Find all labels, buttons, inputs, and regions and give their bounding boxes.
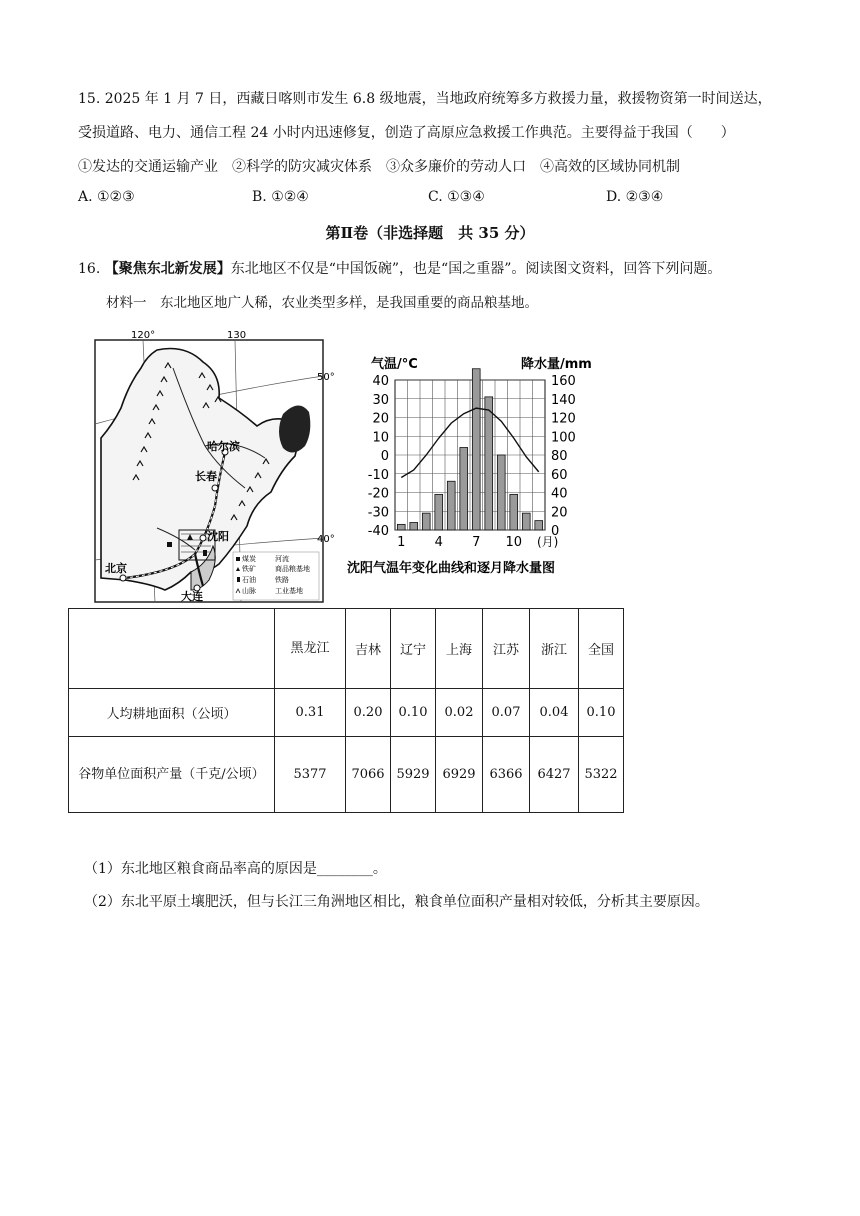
table-row	[69, 737, 624, 813]
legend-mountain: 山脉	[242, 587, 256, 595]
table-header-cell: 黑龙江	[275, 609, 346, 689]
q15-stem-line2: 受损道路、电力、通信工程 24 小时内迅速修复，创造了高原应急救援工作典范。主要得益于我国（ ）	[78, 125, 735, 141]
city-dalian: 大连	[181, 590, 203, 603]
temp-tick-label: 30	[372, 392, 389, 408]
x-tick-label: 1	[397, 535, 406, 550]
q15-option-a[interactable]: A. ①②③	[78, 189, 135, 205]
table-cell: 0.31	[275, 689, 346, 737]
lon-label-130: 130	[227, 330, 247, 341]
lat-label-50: 50°	[317, 372, 335, 383]
q16-sub1: （1）东北地区粮食商品率高的原因是________。	[84, 861, 387, 877]
lat-label-40: 40°	[317, 534, 335, 545]
city-shenyang: 沈阳	[207, 530, 229, 543]
city-harbin: 哈尔滨	[207, 440, 240, 453]
material-1: 材料一 东北地区地广人稀，农业类型多样，是我国重要的商品粮基地。	[106, 295, 538, 311]
table-cell: 0.07	[483, 689, 530, 737]
city-changchun: 长春	[195, 470, 217, 483]
table-cell: 6929	[436, 737, 483, 813]
precip-tick-label: 120	[551, 411, 576, 427]
table-header-cell: 浙江	[530, 609, 579, 689]
precip-tick-label: 0	[551, 524, 560, 539]
table-row	[69, 689, 624, 737]
temp-tick-label: 10	[372, 430, 389, 446]
legend-iron: 铁矿	[242, 565, 256, 573]
ylabel-right: 降水量/mm	[521, 357, 592, 372]
data-table	[68, 608, 624, 813]
table-cell: 5322	[579, 737, 624, 813]
temp-tick-label: -40	[367, 524, 389, 539]
climate-chart	[345, 340, 610, 580]
precip-bar	[522, 513, 530, 530]
table-header-cell: 吉林	[346, 609, 391, 689]
precip-bar	[472, 369, 480, 530]
x-tick-label: 7	[472, 535, 481, 550]
table-header-cell	[69, 609, 275, 689]
legend-railway: 铁路	[275, 576, 289, 584]
table-header-cell: 上海	[436, 609, 483, 689]
precip-tick-label: 60	[551, 467, 568, 483]
q16-number: 16.	[78, 261, 101, 277]
table-cell: 0.04	[530, 689, 579, 737]
table-cell: 0.02	[436, 689, 483, 737]
q15-stem-line1: 15. 2025 年 1 月 7 日，西藏日喀则市发生 6.8 级地震，当地政府统筹多方救援力量，救援物资第一时间送达，	[78, 91, 772, 107]
precip-bar	[535, 521, 543, 530]
precip-tick-label: 100	[551, 430, 576, 446]
table-header-cell: 辽宁	[391, 609, 436, 689]
legend-grain-base: 商品粮基地	[275, 565, 310, 573]
legend-oil: 石油	[242, 576, 256, 584]
temp-tick-label: -20	[367, 486, 389, 502]
precip-bar	[497, 455, 505, 530]
precip-bar	[460, 448, 468, 531]
precip-tick-label: 20	[551, 505, 568, 521]
q16-intro: 东北地区不仅是“中国饭碗”，也是“国之重器”。阅读图文资料，回答下列问题。	[230, 261, 722, 277]
table-cell: 0.10	[579, 689, 624, 737]
table-header-cell: 全国	[579, 609, 624, 689]
precip-tick-label: 160	[551, 374, 576, 389]
temp-tick-label: 40	[372, 374, 389, 389]
table-cell: 6427	[530, 737, 579, 813]
precip-bar	[422, 513, 430, 530]
x-tick-label: 10	[505, 535, 523, 550]
precip-bar	[485, 397, 493, 530]
q16-sub2: （2）东北平原土壤肥沃，但与长江三角洲地区相比，粮食单位面积产量相对较低，分析其主要原因。	[84, 894, 709, 910]
legend-river: 河流	[275, 555, 289, 563]
precip-bar	[447, 481, 455, 530]
q15-option-c[interactable]: C. ①③④	[428, 189, 485, 205]
table-cell: 0.20	[346, 689, 391, 737]
precip-bar	[410, 523, 418, 531]
northeast-map	[95, 328, 335, 606]
q15-statements: ①发达的交通运输产业 ②科学的防灾减灾体系 ③众多廉价的劳动人口 ④高效的区域协同机制	[78, 159, 680, 175]
table-row-label: 谷物单位面积产量（千克/公顷）	[69, 737, 275, 813]
temp-tick-label: -30	[367, 505, 389, 521]
temp-tick-label: 20	[372, 411, 389, 427]
table-header-row	[69, 609, 624, 689]
chart-title: 沈阳气温年变化曲线和逐月降水量图	[347, 561, 556, 576]
table-cell: 5929	[391, 737, 436, 813]
precip-tick-label: 80	[551, 449, 568, 464]
ylabel-left: 气温/°C	[371, 357, 418, 372]
table-header-cell: 江苏	[483, 609, 530, 689]
precip-bar	[435, 494, 443, 530]
precip-bar	[510, 494, 518, 530]
table-cell: 5377	[275, 737, 346, 813]
table-row-label: 人均耕地面积（公顷）	[69, 689, 275, 737]
map-legend	[233, 552, 319, 600]
temp-tick-label: 0	[380, 449, 389, 464]
q15-option-b[interactable]: B. ①②④	[252, 189, 309, 205]
q15-option-d[interactable]: D. ②③④	[606, 189, 664, 205]
table-cell: 0.10	[391, 689, 436, 737]
x-axis-label: (月)	[537, 535, 559, 549]
legend-industrial-base: 工业基地	[275, 587, 303, 595]
lon-label-120: 120°	[131, 330, 156, 341]
precip-tick-label: 140	[551, 392, 576, 408]
x-tick-label: 4	[434, 535, 443, 550]
q16-tag: 【聚焦东北新发展】	[104, 261, 231, 277]
temp-tick-label: -10	[367, 467, 389, 483]
precip-bar	[397, 524, 405, 530]
table-cell: 7066	[346, 737, 391, 813]
chart-grid	[395, 380, 545, 530]
legend-coal: 煤炭	[242, 555, 256, 563]
q16-stem	[78, 258, 721, 278]
section-2-title: 第Ⅱ卷（非选择题 共 35 分）	[325, 224, 535, 242]
precip-tick-label: 40	[551, 486, 568, 502]
table-cell: 6366	[483, 737, 530, 813]
city-beijing: 北京	[105, 562, 127, 575]
